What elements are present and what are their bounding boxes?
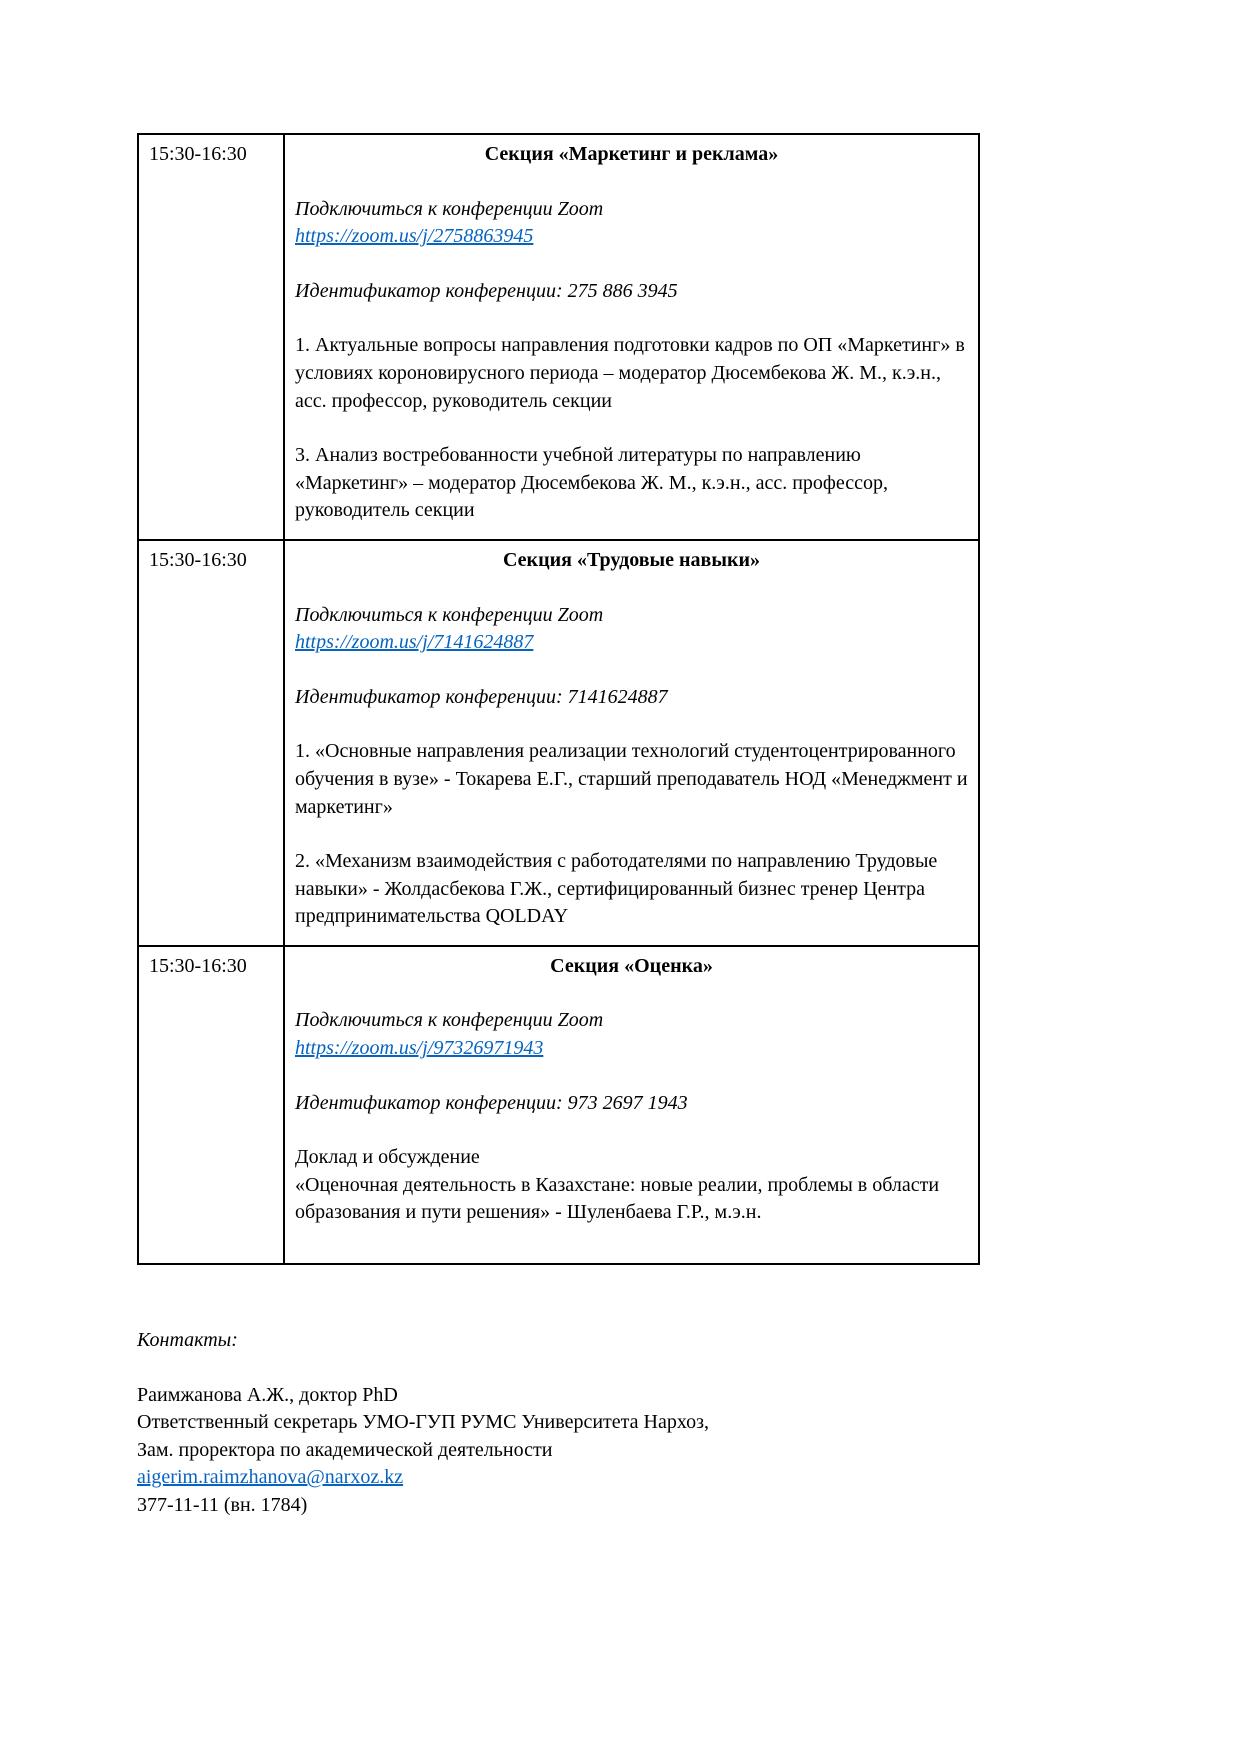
phone-line: 377-11-11 (вн. 1784) bbox=[137, 1494, 308, 1516]
zoom-invite-label: Подключиться к конференции Zoom bbox=[295, 603, 604, 626]
contact-line: Раимжанова А.Ж., доктор PhD bbox=[137, 1383, 398, 1406]
email-link[interactable]: aigerim.raimzhanova@narxoz.kz bbox=[137, 1466, 404, 1489]
contact-line: Зам. проректора по академической деятельности bbox=[137, 1438, 553, 1461]
zoom-link[interactable]: https://zoom.us/j/2758863945 bbox=[295, 225, 534, 248]
section-cell bbox=[284, 946, 979, 1264]
agenda-item: 2. «Механизм взаимодействия с работодателями по направлению Трудовые навыки» - Жолдасбекова Г.Ж., сертифицированный бизнес тренер Центра предпринимательства QOLDAY bbox=[295, 850, 938, 928]
agenda-item: Доклад и обсуждение bbox=[295, 1146, 480, 1169]
zoom-invite-label: Подключиться к конференции Zoom bbox=[295, 1009, 604, 1032]
section-title: Секция «Оценка» bbox=[550, 954, 713, 977]
section-title: Секция «Трудовые навыки» bbox=[502, 548, 761, 571]
section-cell bbox=[284, 540, 979, 946]
zoom-link[interactable]: https://zoom.us/j/7141624887 bbox=[295, 631, 534, 654]
conference-id: Идентификатор конференции: 973 2697 1943 bbox=[295, 1091, 688, 1114]
agenda-item: 3. Анализ востребованности учебной литературы по направлению «Маркетинг» – модератор Дюсембекова Ж. М., к.э.н., асс. профессор, руководитель секции bbox=[295, 444, 888, 522]
conference-id: Идентификатор конференции: 275 886 3945 bbox=[295, 279, 678, 302]
section-cell bbox=[284, 134, 979, 540]
table-row bbox=[138, 540, 979, 946]
time-cell bbox=[138, 540, 284, 946]
time-cell bbox=[138, 134, 284, 540]
schedule-table bbox=[137, 133, 980, 1265]
time-value: 15:30-16:30 bbox=[149, 548, 247, 571]
agenda-item: 1. «Основные направления реализации технологий студентоцентрированного обучения в вузе» - Токарева Е.Г., старший преподаватель НОД «Менеджмент и маркетинг» bbox=[295, 740, 968, 818]
agenda-item: «Оценочная деятельность в Казахстане: новые реалии, проблемы в области образования и пути решения» - Шуленбаева Г.Р., м.э.н. bbox=[295, 1173, 940, 1224]
conference-id: Идентификатор конференции: 7141624887 bbox=[295, 685, 668, 708]
table-row bbox=[138, 946, 979, 1264]
contact-line: Ответственный секретарь УМО-ГУП РУМС Университета Нархоз, bbox=[137, 1411, 709, 1434]
time-value: 15:30-16:30 bbox=[149, 954, 247, 977]
agenda-item: 1. Актуальные вопросы направления подготовки кадров по ОП «Маркетинг» в условиях короновирусного периода – модератор Дюсембекова Ж. М., к.э.н., асс. профессор, руководитель секции bbox=[295, 334, 965, 412]
table-row bbox=[138, 134, 979, 540]
zoom-link[interactable]: https://zoom.us/j/97326971943 bbox=[295, 1037, 544, 1060]
time-value: 15:30-16:30 bbox=[149, 143, 247, 165]
zoom-invite-label: Подключиться к конференции Zoom bbox=[295, 197, 604, 220]
time-cell bbox=[138, 946, 284, 1264]
contacts-heading: Контакты: bbox=[137, 1329, 238, 1352]
section-title: Секция «Маркетинг и реклама» bbox=[484, 143, 779, 165]
contacts-section bbox=[137, 1327, 978, 1520]
